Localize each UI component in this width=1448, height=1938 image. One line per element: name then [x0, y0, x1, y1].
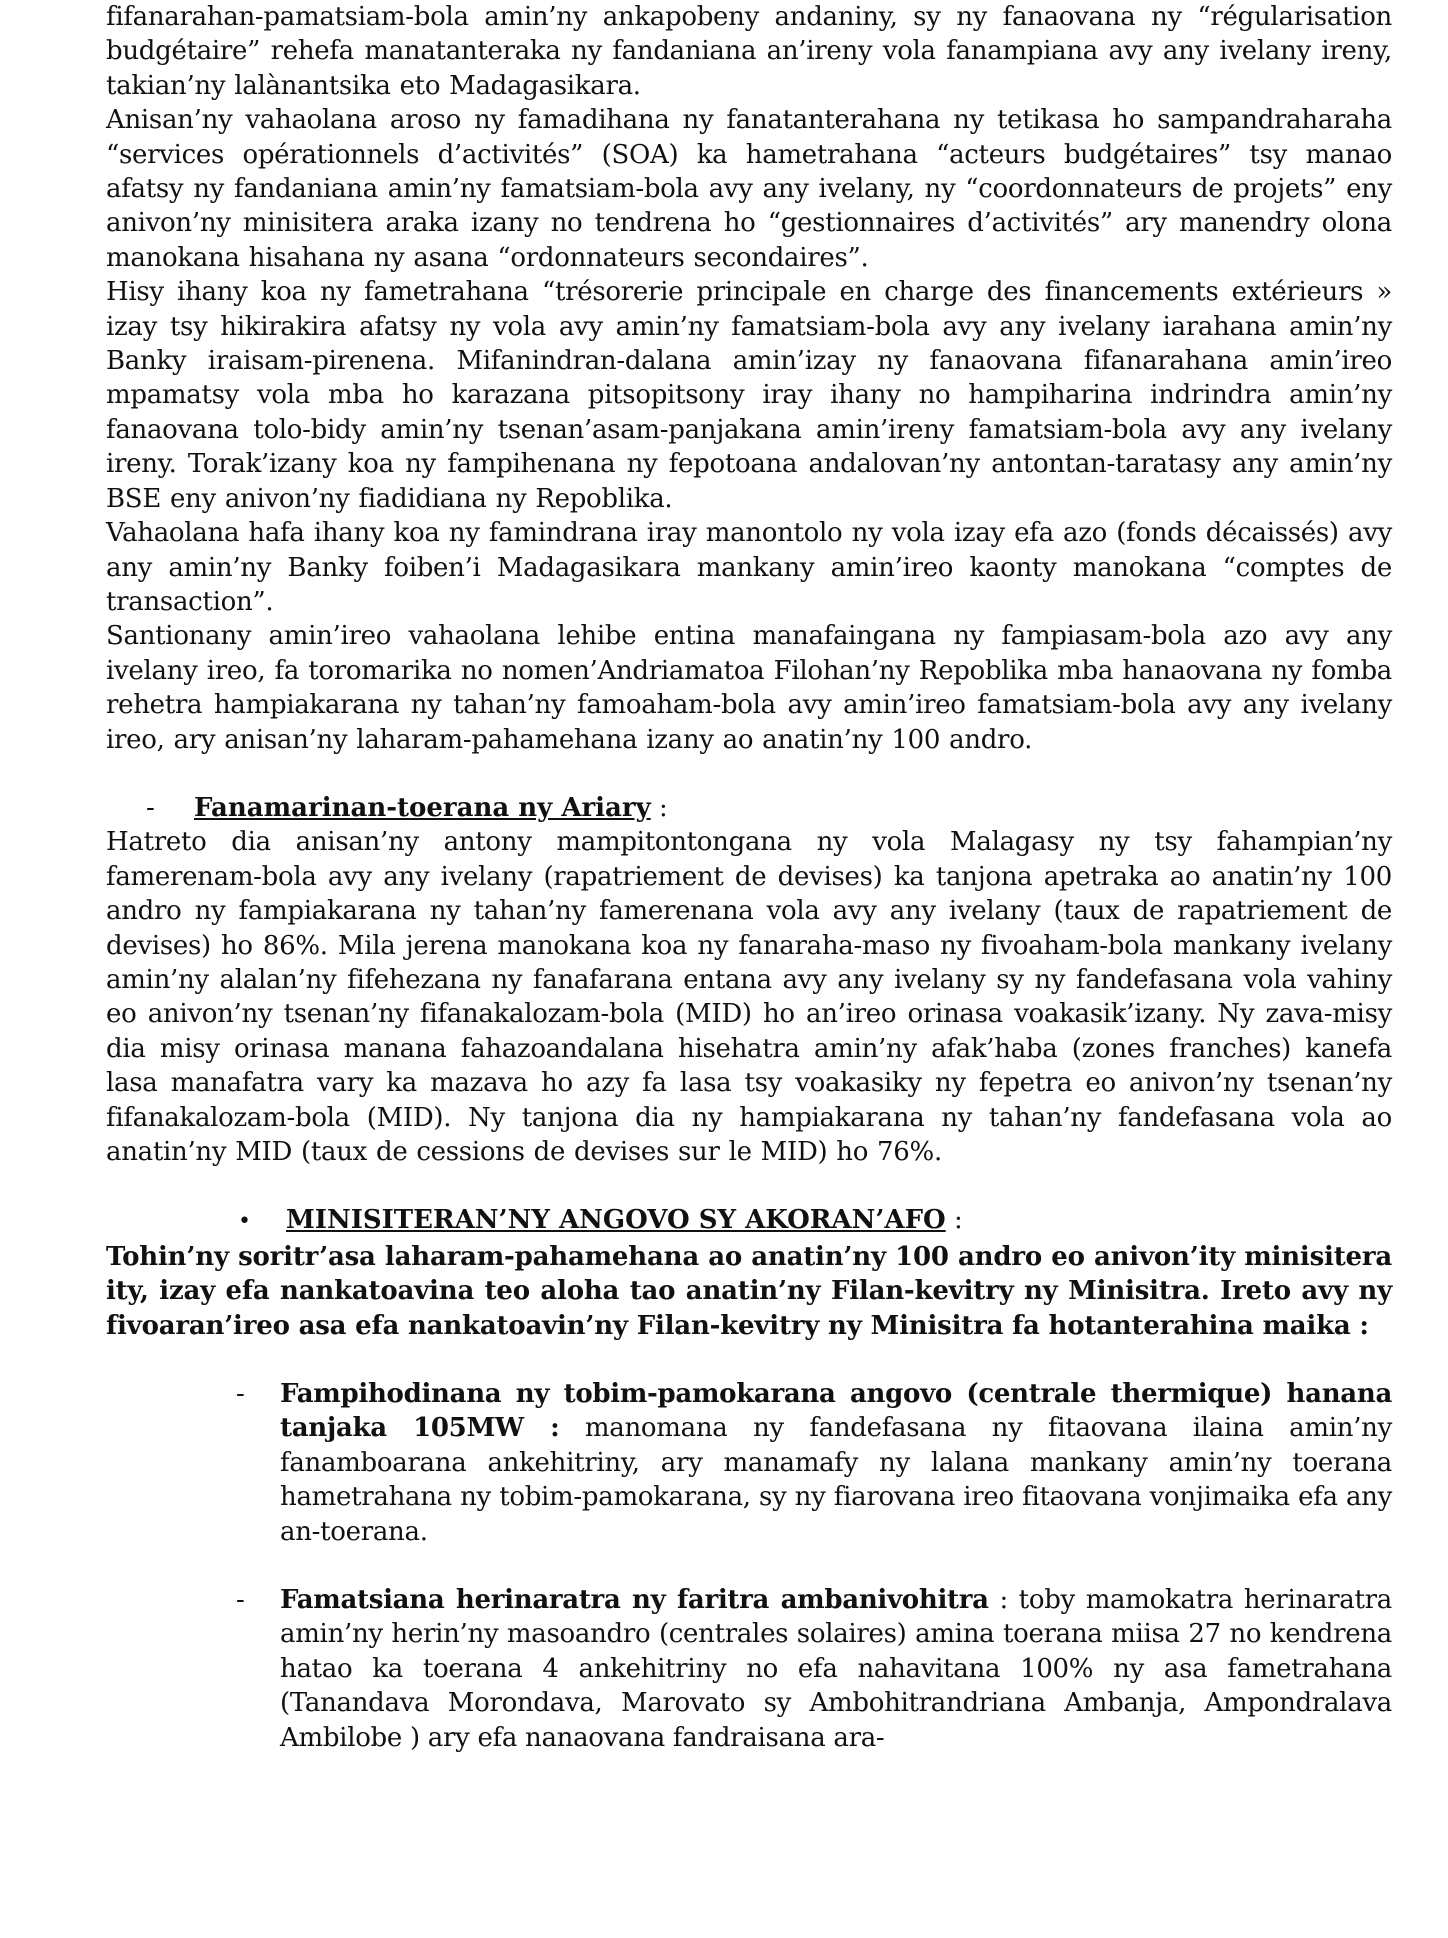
paragraph: Santionany amin’ireo vahaolana lehibe entina manafaingana ny fampiasam-bola azo avy any ivelany ireo, fa toromarika no nomen’Andriamatoa Filohan’ny Repoblika mba hanaovana ny fomba rehetra hampiakarana ny tahan’ny famoaham-bola avy amin’ireo famatsiam-bola avy any ivelany ireo, ary anisan’ny laharam-pahamehana izany ao anatin’ny 100 andro. [106, 621, 1392, 755]
bullet-marker: • [238, 1209, 251, 1235]
section-intro: Tohin’ny soritr’asa laharam-pahamehana ao anatin’ny 100 andro eo anivon’ity minisitera ity, izay efa nankatoavina teo aloha tao anatin’ny Filan-kevitry ny Minisitra. Ireto avy ny fivoaran’ireo asa efa nankatoavin’ny Filan-kevitry ny Minisitra fa hotanterahina maika : [106, 1241, 1392, 1341]
spacer [106, 1549, 1392, 1583]
paragraph: Anisan’ny vahaolana aroso ny famadihana ny fanatanterahana ny tetikasa ho sampandraharaha “services opérationnels d’activités” (SOA) ka hametrahana “acteurs budgétaires” tsy manao afatsy ny fandaniana amin’ny famatsiam-bola avy any ivelany, ny “coordonnateurs de projets” eny anivon’ny minisitera araka izany no tendrena ho “gestionnaires d’activités” ary manendry olona manokana hisahana ny asana “ordonnateurs secondaires”. [106, 105, 1392, 273]
spacer [106, 1169, 1392, 1203]
dash-marker: - [236, 1585, 245, 1616]
energy-list [106, 1377, 1392, 1755]
heading-suffix: : [945, 1205, 963, 1236]
section-title: MINISITERAN’NY ANGOVO SY AKORAN’AFO [286, 1205, 946, 1236]
section-heading [106, 1203, 1392, 1239]
paragraph: Vahaolana hafa ihany koa ny famindrana iray manontolo ny vola izay efa azo (fonds décaissés) avy any amin’ny Banky foiben’i Madagasikara mankany amin’ireo kaonty manokana “comptes de transaction”. [106, 518, 1392, 617]
item-text: : toby mamokatra herinaratra amin’ny herin’ny masoandro (centrales solaires) amina toerana miisa 27 no kendrena hatao ka toerana 4 ankehitriny no efa nahavitana 100% ny asa fametrahana (Tanandava Morondava, Marovato sy Ambohitrandriana Ambanja, Ampondralava Ambilobe ) ary efa nanaovana fandraisana ara- [280, 1585, 1392, 1753]
spacer [106, 1343, 1392, 1377]
dash-marker: - [146, 792, 155, 823]
paragraph: fifanarahan-pamatsiam-bola amin’ny ankapobeny andaniny, sy ny fanaovana ny “régularisation budgétaire” rehefa manatanteraka ny fandaniana an’ireny vola fanampiana avy any ivelany ireny, takian’ny lalànantsika eto Madagasikara. [106, 2, 1392, 101]
section-energy [106, 1203, 1392, 1755]
section-heading [106, 791, 1392, 825]
section-ariary [106, 791, 1392, 1169]
heading-suffix: : [650, 792, 668, 823]
spacer [106, 757, 1392, 791]
top-paragraphs [106, 0, 1392, 757]
item-text: manomana ny fandefasana ny fitaovana ilaina amin’ny fanamboarana ankehitriny, ary manamafy ny lalana mankany amin’ny toerana hametrahana ny tobim-pamokarana, sy ny fiarovana ireo fitaovana vonjimaika efa any an-toerana. [280, 1413, 1392, 1547]
list-item [106, 1583, 1392, 1755]
item-lead: Fampihodinana ny tobim-pamokarana angovo (centrale thermique) hanana tanjaka 105MW : [280, 1379, 1392, 1444]
dash-marker: - [236, 1379, 245, 1410]
section-title: Fanamarinan-toerana ny Ariary [194, 792, 651, 823]
document-page [106, 0, 1392, 1755]
list-item [106, 1377, 1392, 1549]
paragraph: Hisy ihany koa ny fametrahana “trésorerie principale en charge des financements extérieurs » izay tsy hikirakira afatsy ny vola avy amin’ny famatsiam-bola avy any ivelany iarahana amin’ny Banky iraisam-pirenena. Mifanindran-dalana amin’izay ny fanaovana fifanarahana amin’ireo mpamatsy vola mba ho karazana pitsopitsony iray ihany no hampiharina indrindra amin’ny fanaovana tolo-bidy amin’ny tsenan’asam-panjakana amin’ireny famatsiam-bola avy any ivelany ireny. Torak’izany koa ny fampihenana ny fepotoana andalovan’ny antontan-taratasy any amin’ny BSE eny anivon’ny fiadidiana ny Repoblika. [106, 277, 1392, 514]
item-lead: Famatsiana herinaratra ny faritra ambanivohitra [280, 1585, 989, 1616]
section-body: Hatreto dia anisan’ny antony mampitontongana ny vola Malagasy ny tsy fahampian’ny famerenam-bola avy any ivelany (rapatriement de devises) ka tanjona apetraka ao anatin’ny 100 andro ny fampiakarana ny tahan’ny famerenana vola avy any ivelany (taux de rapatriement de devises) ho 86%. Mila jerena manokana koa ny fanaraha-maso ny fivoaham-bola mankany ivelany amin’ny alalan’ny fifehezana ny fanafarana entana avy any ivelany sy ny fandefasana vola vahiny eo anivon’ny tsenan’ny fifanakalozam-bola (MID) ho an’ireo orinasa voakasik’izany. Ny zava-misy dia misy orinasa manana fahazoandalana hisehatra amin’ny afak’haba (zones franches) kanefa lasa manafatra vary ka mazava ho azy fa lasa tsy voakasiky ny fepetra eo anivon’ny tsenan’ny fifanakalozam-bola (MID). Ny tanjona dia ny hampiakarana ny tahan’ny fandefasana vola ao anatin’ny MID (taux de cessions de devises sur le MID) ho 76%. [106, 827, 1392, 1167]
